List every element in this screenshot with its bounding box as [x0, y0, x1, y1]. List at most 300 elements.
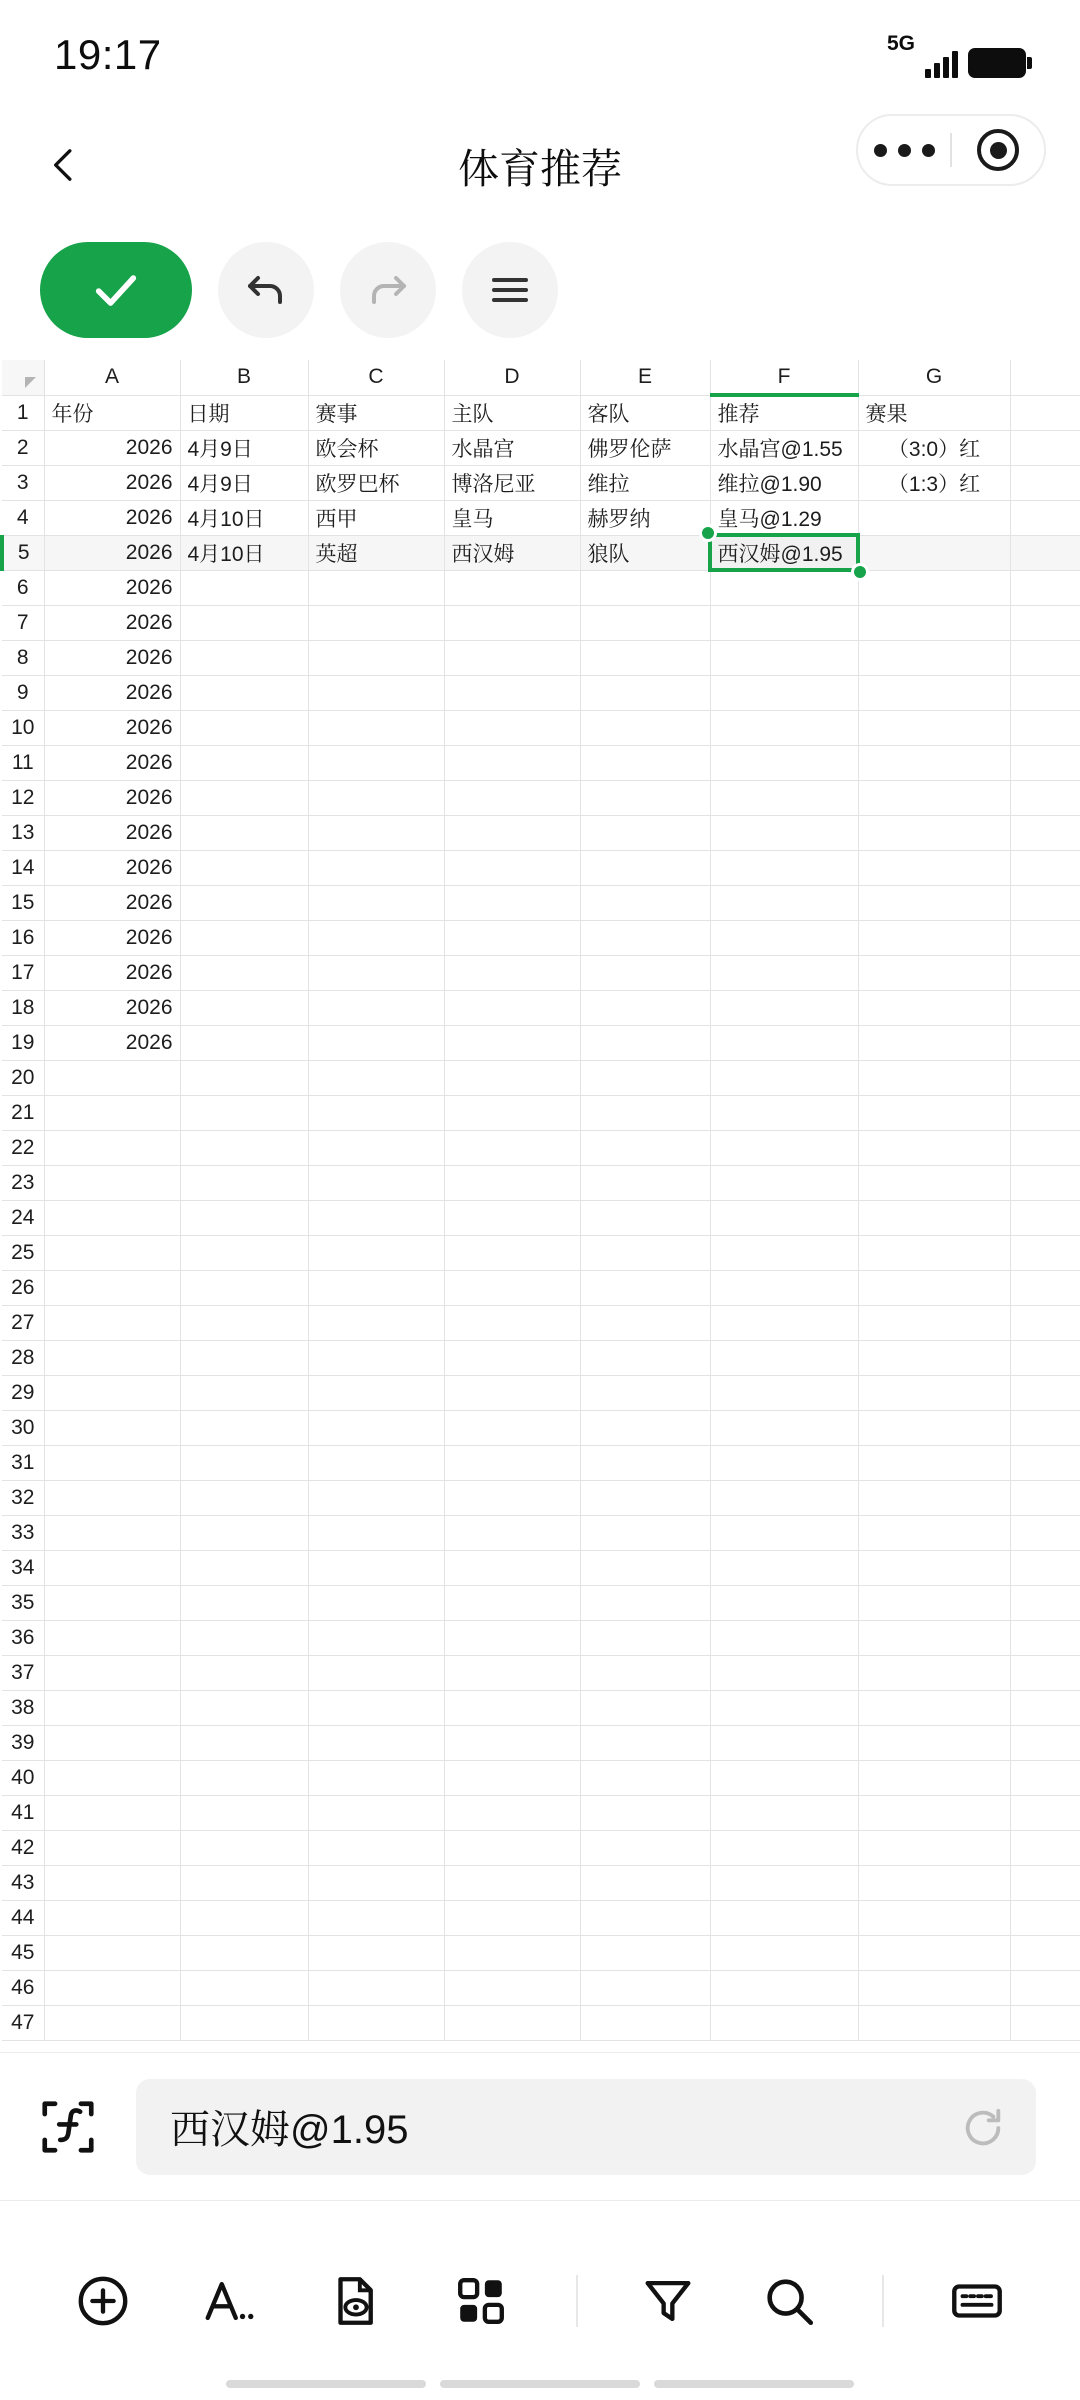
cell-F26[interactable] [710, 1270, 858, 1305]
cell-B32[interactable] [180, 1480, 308, 1515]
filter-button[interactable] [610, 2272, 726, 2330]
cell-E18[interactable] [580, 990, 710, 1025]
table-row[interactable] [2, 605, 1080, 640]
cell-H34[interactable] [1010, 1550, 1080, 1585]
cell-C39[interactable] [308, 1725, 444, 1760]
cell-E23[interactable] [580, 1165, 710, 1200]
cell-D45[interactable] [444, 1935, 580, 1970]
table-row[interactable] [2, 1690, 1080, 1725]
table-row[interactable] [2, 990, 1080, 1025]
cell-H18[interactable] [1010, 990, 1080, 1025]
row-header-16[interactable]: 16 [2, 920, 44, 955]
cell-G17[interactable] [858, 955, 1010, 990]
cell-A17[interactable]: 2026 [44, 955, 180, 990]
cell-C10[interactable] [308, 710, 444, 745]
cell-G13[interactable] [858, 815, 1010, 850]
cell-F25[interactable] [710, 1235, 858, 1270]
cell-G22[interactable] [858, 1130, 1010, 1165]
cell-H32[interactable] [1010, 1480, 1080, 1515]
row-header-41[interactable]: 41 [2, 1795, 44, 1830]
cell-B7[interactable] [180, 605, 308, 640]
table-row[interactable] [2, 1935, 1080, 1970]
cell-H22[interactable] [1010, 1130, 1080, 1165]
cell-H14[interactable] [1010, 850, 1080, 885]
cell-G9[interactable] [858, 675, 1010, 710]
cell-F6[interactable] [710, 570, 858, 605]
cell-E24[interactable] [580, 1200, 710, 1235]
cell-D34[interactable] [444, 1550, 580, 1585]
cell-B1[interactable]: 日期 [180, 395, 308, 430]
cell-G36[interactable] [858, 1620, 1010, 1655]
cell-B28[interactable] [180, 1340, 308, 1375]
table-row[interactable] [2, 1655, 1080, 1690]
row-header-13[interactable]: 13 [2, 815, 44, 850]
cell-A35[interactable] [44, 1585, 180, 1620]
cell-D11[interactable] [444, 745, 580, 780]
cell-D22[interactable] [444, 1130, 580, 1165]
cell-G27[interactable] [858, 1305, 1010, 1340]
cell-G26[interactable] [858, 1270, 1010, 1305]
cell-H47[interactable] [1010, 2005, 1080, 2040]
row-header-1[interactable]: 1 [2, 395, 44, 430]
cell-D9[interactable] [444, 675, 580, 710]
cell-C26[interactable] [308, 1270, 444, 1305]
row-header-26[interactable]: 26 [2, 1270, 44, 1305]
cell-F35[interactable] [710, 1585, 858, 1620]
cell-D27[interactable] [444, 1305, 580, 1340]
cell-D15[interactable] [444, 885, 580, 920]
cell-H26[interactable] [1010, 1270, 1080, 1305]
cell-H25[interactable] [1010, 1235, 1080, 1270]
cell-C41[interactable] [308, 1795, 444, 1830]
row-header-23[interactable]: 23 [2, 1165, 44, 1200]
cell-G23[interactable] [858, 1165, 1010, 1200]
cell-A47[interactable] [44, 2005, 180, 2040]
cell-G28[interactable] [858, 1340, 1010, 1375]
cell-H42[interactable] [1010, 1830, 1080, 1865]
cell-C8[interactable] [308, 640, 444, 675]
cell-F37[interactable] [710, 1655, 858, 1690]
table-row[interactable] [2, 2005, 1080, 2040]
cell-D19[interactable] [444, 1025, 580, 1060]
cell-H5[interactable] [1010, 535, 1080, 570]
table-row[interactable] [2, 1830, 1080, 1865]
cell-E11[interactable] [580, 745, 710, 780]
cell-D18[interactable] [444, 990, 580, 1025]
cell-H15[interactable] [1010, 885, 1080, 920]
row-header-9[interactable]: 9 [2, 675, 44, 710]
row-header-19[interactable]: 19 [2, 1025, 44, 1060]
cell-G38[interactable] [858, 1690, 1010, 1725]
table-row[interactable] [2, 1025, 1080, 1060]
cell-C9[interactable] [308, 675, 444, 710]
cell-A46[interactable] [44, 1970, 180, 2005]
table-row[interactable] [2, 1235, 1080, 1270]
cell-G47[interactable] [858, 2005, 1010, 2040]
cell-F8[interactable] [710, 640, 858, 675]
cell-H20[interactable] [1010, 1060, 1080, 1095]
keyboard-button[interactable] [914, 2272, 1040, 2330]
function-insert-button[interactable] [0, 2096, 136, 2158]
cell-A29[interactable] [44, 1375, 180, 1410]
cell-B41[interactable] [180, 1795, 308, 1830]
cell-G8[interactable] [858, 640, 1010, 675]
cell-B26[interactable] [180, 1270, 308, 1305]
cell-D35[interactable] [444, 1585, 580, 1620]
row-header-2[interactable]: 2 [2, 430, 44, 465]
cell-E33[interactable] [580, 1515, 710, 1550]
cell-E21[interactable] [580, 1095, 710, 1130]
cell-E45[interactable] [580, 1935, 710, 1970]
cell-H11[interactable] [1010, 745, 1080, 780]
back-button[interactable] [16, 117, 112, 213]
cell-H12[interactable] [1010, 780, 1080, 815]
cell-H43[interactable] [1010, 1865, 1080, 1900]
table-row[interactable] [2, 1970, 1080, 2005]
cell-A1[interactable]: 年份 [44, 395, 180, 430]
cell-E7[interactable] [580, 605, 710, 640]
cell-F42[interactable] [710, 1830, 858, 1865]
column-header-b[interactable]: B [180, 360, 308, 395]
cell-D43[interactable] [444, 1865, 580, 1900]
row-header-46[interactable]: 46 [2, 1970, 44, 2005]
spreadsheet-grid[interactable] [0, 360, 1080, 2060]
cell-B9[interactable] [180, 675, 308, 710]
cell-D10[interactable] [444, 710, 580, 745]
row-header-47[interactable]: 47 [2, 2005, 44, 2040]
cell-B36[interactable] [180, 1620, 308, 1655]
cell-D23[interactable] [444, 1165, 580, 1200]
cell-B47[interactable] [180, 2005, 308, 2040]
cell-E14[interactable] [580, 850, 710, 885]
cell-F27[interactable] [710, 1305, 858, 1340]
cell-G44[interactable] [858, 1900, 1010, 1935]
cell-G14[interactable] [858, 850, 1010, 885]
row-header-28[interactable]: 28 [2, 1340, 44, 1375]
cell-H44[interactable] [1010, 1900, 1080, 1935]
cell-F41[interactable] [710, 1795, 858, 1830]
cell-C30[interactable] [308, 1410, 444, 1445]
cell-D12[interactable] [444, 780, 580, 815]
cell-H10[interactable] [1010, 710, 1080, 745]
cell-B21[interactable] [180, 1095, 308, 1130]
cell-C38[interactable] [308, 1690, 444, 1725]
cell-A11[interactable]: 2026 [44, 745, 180, 780]
cell-B3[interactable]: 4月9日 [180, 465, 308, 500]
cell-C2[interactable]: 欧会杯 [308, 430, 444, 465]
row-header-14[interactable]: 14 [2, 850, 44, 885]
cell-H37[interactable] [1010, 1655, 1080, 1690]
table-row[interactable] [2, 1410, 1080, 1445]
cell-A3[interactable]: 2026 [44, 465, 180, 500]
cell-style-button[interactable] [418, 2272, 544, 2330]
cell-F4[interactable]: 皇马@1.29 [710, 500, 858, 535]
cell-C6[interactable] [308, 570, 444, 605]
cell-F9[interactable] [710, 675, 858, 710]
cell-H45[interactable] [1010, 1935, 1080, 1970]
cell-B33[interactable] [180, 1515, 308, 1550]
cell-D2[interactable]: 水晶宫 [444, 430, 580, 465]
cell-F39[interactable] [710, 1725, 858, 1760]
cell-F10[interactable] [710, 710, 858, 745]
cell-C7[interactable] [308, 605, 444, 640]
cell-A37[interactable] [44, 1655, 180, 1690]
cell-C34[interactable] [308, 1550, 444, 1585]
cell-B22[interactable] [180, 1130, 308, 1165]
row-header-15[interactable]: 15 [2, 885, 44, 920]
search-button[interactable] [726, 2272, 852, 2330]
cell-H27[interactable] [1010, 1305, 1080, 1340]
cell-E26[interactable] [580, 1270, 710, 1305]
row-header-7[interactable]: 7 [2, 605, 44, 640]
cell-H46[interactable] [1010, 1970, 1080, 2005]
cell-E30[interactable] [580, 1410, 710, 1445]
cell-D24[interactable] [444, 1200, 580, 1235]
row-header-10[interactable]: 10 [2, 710, 44, 745]
row-header-4[interactable]: 4 [2, 500, 44, 535]
cell-E13[interactable] [580, 815, 710, 850]
column-header-d[interactable]: D [444, 360, 580, 395]
cell-D41[interactable] [444, 1795, 580, 1830]
row-header-3[interactable]: 3 [2, 465, 44, 500]
cell-F30[interactable] [710, 1410, 858, 1445]
cell-E6[interactable] [580, 570, 710, 605]
table-row[interactable] [2, 1165, 1080, 1200]
cell-D44[interactable] [444, 1900, 580, 1935]
row-header-18[interactable]: 18 [2, 990, 44, 1025]
cell-B18[interactable] [180, 990, 308, 1025]
cell-F2[interactable]: 水晶宫@1.55 [710, 430, 858, 465]
cell-C16[interactable] [308, 920, 444, 955]
cell-H23[interactable] [1010, 1165, 1080, 1200]
table-row[interactable] [2, 815, 1080, 850]
row-header-12[interactable]: 12 [2, 780, 44, 815]
cell-H13[interactable] [1010, 815, 1080, 850]
cell-E16[interactable] [580, 920, 710, 955]
cell-A30[interactable] [44, 1410, 180, 1445]
cell-E22[interactable] [580, 1130, 710, 1165]
cell-F32[interactable] [710, 1480, 858, 1515]
cell-F24[interactable] [710, 1200, 858, 1235]
cell-B30[interactable] [180, 1410, 308, 1445]
table-row[interactable] [2, 1445, 1080, 1480]
table-row[interactable] [2, 1585, 1080, 1620]
cell-D36[interactable] [444, 1620, 580, 1655]
cell-C18[interactable] [308, 990, 444, 1025]
cell-G2[interactable]: （3:0）红 [858, 430, 1010, 465]
table-row[interactable] [2, 780, 1080, 815]
cell-E35[interactable] [580, 1585, 710, 1620]
cell-A19[interactable]: 2026 [44, 1025, 180, 1060]
cell-F33[interactable] [710, 1515, 858, 1550]
more-dots-icon[interactable] [858, 144, 950, 157]
table-row[interactable] [2, 1550, 1080, 1585]
cell-E8[interactable] [580, 640, 710, 675]
cell-A27[interactable] [44, 1305, 180, 1340]
cell-A25[interactable] [44, 1235, 180, 1270]
table-row[interactable] [2, 1095, 1080, 1130]
cell-G37[interactable] [858, 1655, 1010, 1690]
cell-D30[interactable] [444, 1410, 580, 1445]
cell-B11[interactable] [180, 745, 308, 780]
cell-E41[interactable] [580, 1795, 710, 1830]
formula-reset-button[interactable] [960, 2105, 1006, 2156]
select-all-corner-icon[interactable] [2, 360, 44, 395]
column-header-c[interactable]: C [308, 360, 444, 395]
cell-A6[interactable]: 2026 [44, 570, 180, 605]
cell-H19[interactable] [1010, 1025, 1080, 1060]
table-row[interactable] [2, 570, 1080, 605]
cell-A40[interactable] [44, 1760, 180, 1795]
row-header-45[interactable]: 45 [2, 1935, 44, 1970]
cell-D29[interactable] [444, 1375, 580, 1410]
cell-F36[interactable] [710, 1620, 858, 1655]
cell-G1[interactable]: 赛果 [858, 395, 1010, 430]
cell-C24[interactable] [308, 1200, 444, 1235]
cell-B35[interactable] [180, 1585, 308, 1620]
cell-E17[interactable] [580, 955, 710, 990]
cell-G24[interactable] [858, 1200, 1010, 1235]
cell-G21[interactable] [858, 1095, 1010, 1130]
row-header-38[interactable]: 38 [2, 1690, 44, 1725]
cell-E29[interactable] [580, 1375, 710, 1410]
document-view-button[interactable] [292, 2272, 418, 2330]
table-row[interactable] [2, 885, 1080, 920]
cell-B12[interactable] [180, 780, 308, 815]
cell-D5[interactable]: 西汉姆 [444, 535, 580, 570]
cell-B45[interactable] [180, 1935, 308, 1970]
cell-G46[interactable] [858, 1970, 1010, 2005]
confirm-button[interactable] [40, 242, 192, 338]
cell-D37[interactable] [444, 1655, 580, 1690]
cell-A42[interactable] [44, 1830, 180, 1865]
cell-F29[interactable] [710, 1375, 858, 1410]
cell-E31[interactable] [580, 1445, 710, 1480]
cell-F16[interactable] [710, 920, 858, 955]
cell-G16[interactable] [858, 920, 1010, 955]
cell-D42[interactable] [444, 1830, 580, 1865]
table-row[interactable] [2, 1060, 1080, 1095]
cell-E47[interactable] [580, 2005, 710, 2040]
cell-B8[interactable] [180, 640, 308, 675]
cell-G40[interactable] [858, 1760, 1010, 1795]
cell-D17[interactable] [444, 955, 580, 990]
row-header-21[interactable]: 21 [2, 1095, 44, 1130]
cell-C11[interactable] [308, 745, 444, 780]
cell-D47[interactable] [444, 2005, 580, 2040]
cell-E36[interactable] [580, 1620, 710, 1655]
cell-C25[interactable] [308, 1235, 444, 1270]
table-row[interactable] [2, 465, 1080, 500]
cell-F31[interactable] [710, 1445, 858, 1480]
cell-E37[interactable] [580, 1655, 710, 1690]
cell-F5[interactable]: 西汉姆@1.95 [710, 535, 858, 570]
table-row[interactable] [2, 745, 1080, 780]
row-header-42[interactable]: 42 [2, 1830, 44, 1865]
cell-D16[interactable] [444, 920, 580, 955]
cell-C19[interactable] [308, 1025, 444, 1060]
table-row[interactable] [2, 850, 1080, 885]
row-header-6[interactable]: 6 [2, 570, 44, 605]
cell-G29[interactable] [858, 1375, 1010, 1410]
cell-D13[interactable] [444, 815, 580, 850]
table-row[interactable] [2, 500, 1080, 535]
cell-A44[interactable] [44, 1900, 180, 1935]
table-row[interactable] [2, 1340, 1080, 1375]
cell-B4[interactable]: 4月10日 [180, 500, 308, 535]
cell-A45[interactable] [44, 1935, 180, 1970]
cell-G10[interactable] [858, 710, 1010, 745]
row-header-24[interactable]: 24 [2, 1200, 44, 1235]
cell-B27[interactable] [180, 1305, 308, 1340]
cell-A5[interactable]: 2026 [44, 535, 180, 570]
cell-G4[interactable] [858, 500, 1010, 535]
cell-E34[interactable] [580, 1550, 710, 1585]
cell-B6[interactable] [180, 570, 308, 605]
cell-F47[interactable] [710, 2005, 858, 2040]
cell-C31[interactable] [308, 1445, 444, 1480]
cell-H28[interactable] [1010, 1340, 1080, 1375]
cell-H36[interactable] [1010, 1620, 1080, 1655]
table-row[interactable] [2, 920, 1080, 955]
cell-G19[interactable] [858, 1025, 1010, 1060]
cell-F20[interactable] [710, 1060, 858, 1095]
row-header-40[interactable]: 40 [2, 1760, 44, 1795]
cell-G7[interactable] [858, 605, 1010, 640]
cell-B20[interactable] [180, 1060, 308, 1095]
cell-G3[interactable]: （1:3）红 [858, 465, 1010, 500]
table-row[interactable] [2, 1130, 1080, 1165]
cell-H24[interactable] [1010, 1200, 1080, 1235]
cell-H16[interactable] [1010, 920, 1080, 955]
cell-G6[interactable] [858, 570, 1010, 605]
cell-C17[interactable] [308, 955, 444, 990]
cell-F38[interactable] [710, 1690, 858, 1725]
cell-E10[interactable] [580, 710, 710, 745]
cell-A33[interactable] [44, 1515, 180, 1550]
cell-H38[interactable] [1010, 1690, 1080, 1725]
cell-B5[interactable]: 4月10日 [180, 535, 308, 570]
cell-E43[interactable] [580, 1865, 710, 1900]
cell-G45[interactable] [858, 1935, 1010, 1970]
cell-A26[interactable] [44, 1270, 180, 1305]
cell-E32[interactable] [580, 1480, 710, 1515]
cell-A23[interactable] [44, 1165, 180, 1200]
table-row[interactable] [2, 430, 1080, 465]
cell-E39[interactable] [580, 1725, 710, 1760]
cell-D6[interactable] [444, 570, 580, 605]
cell-F43[interactable] [710, 1865, 858, 1900]
cell-H40[interactable] [1010, 1760, 1080, 1795]
cell-C23[interactable] [308, 1165, 444, 1200]
cell-F34[interactable] [710, 1550, 858, 1585]
cell-D26[interactable] [444, 1270, 580, 1305]
row-header-8[interactable]: 8 [2, 640, 44, 675]
cell-F3[interactable]: 维拉@1.90 [710, 465, 858, 500]
cell-G31[interactable] [858, 1445, 1010, 1480]
cell-A7[interactable]: 2026 [44, 605, 180, 640]
cell-D46[interactable] [444, 1970, 580, 2005]
cell-F44[interactable] [710, 1900, 858, 1935]
cell-B42[interactable] [180, 1830, 308, 1865]
cell-B16[interactable] [180, 920, 308, 955]
cell-E2[interactable]: 佛罗伦萨 [580, 430, 710, 465]
cell-F46[interactable] [710, 1970, 858, 2005]
row-header-31[interactable]: 31 [2, 1445, 44, 1480]
cell-E20[interactable] [580, 1060, 710, 1095]
cell-A12[interactable]: 2026 [44, 780, 180, 815]
cell-C28[interactable] [308, 1340, 444, 1375]
